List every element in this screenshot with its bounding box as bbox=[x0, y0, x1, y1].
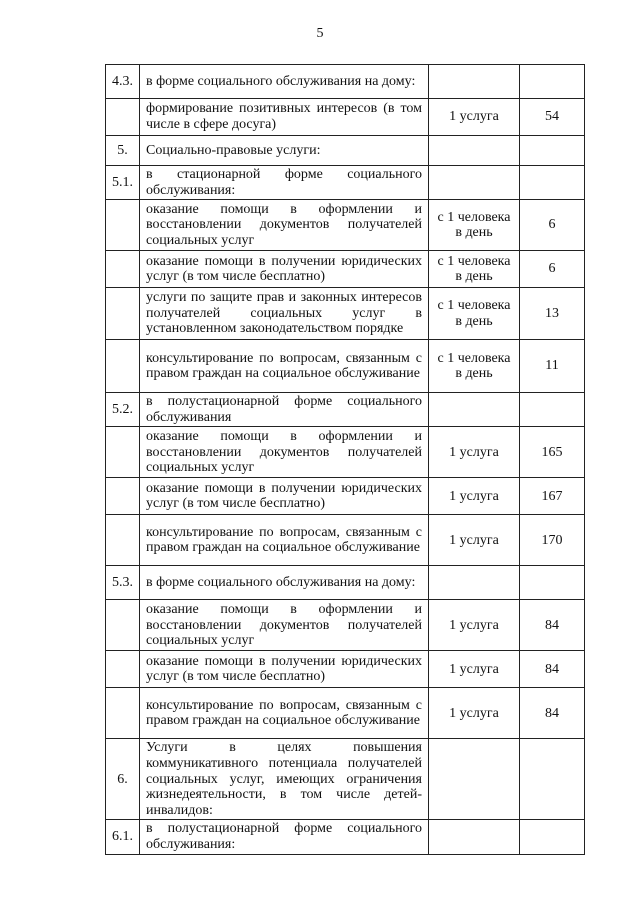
row-number-cell bbox=[106, 515, 140, 566]
row-number-cell bbox=[106, 600, 140, 651]
value-cell bbox=[520, 739, 585, 820]
unit-cell bbox=[429, 136, 520, 166]
row-number-cell: 5.2. bbox=[106, 393, 140, 427]
service-name-cell: Социально-правовые услуги: bbox=[140, 136, 429, 166]
table-row bbox=[106, 651, 585, 688]
service-name-cell: в полустационарной форме социального обслуживания bbox=[140, 393, 429, 427]
value-cell: 167 bbox=[520, 478, 585, 515]
value-cell: 13 bbox=[520, 288, 585, 340]
table-row bbox=[106, 739, 585, 820]
unit-cell: с 1 человека в день bbox=[429, 251, 520, 288]
row-number-cell bbox=[106, 200, 140, 251]
table-row bbox=[106, 200, 585, 251]
row-number-cell bbox=[106, 427, 140, 478]
service-name-cell: в форме социального обслуживания на дому: bbox=[140, 566, 429, 600]
table-row bbox=[106, 600, 585, 651]
service-name-cell: услуги по защите прав и законных интересов получателей социальных услуг в установленном законодательством порядке bbox=[140, 288, 429, 340]
service-name-cell: консультирование по вопросам, связанным с правом граждан на социальное обслуживание bbox=[140, 688, 429, 739]
value-cell: 165 bbox=[520, 427, 585, 478]
row-number-cell bbox=[106, 251, 140, 288]
unit-cell: с 1 человека в день bbox=[429, 340, 520, 393]
service-name-cell: оказание помощи в оформлении и восстановлении документов получателей социальных услуг bbox=[140, 427, 429, 478]
row-number-cell: 4.3. bbox=[106, 65, 140, 99]
row-number-cell bbox=[106, 478, 140, 515]
value-cell bbox=[520, 820, 585, 854]
service-name-cell: оказание помощи в получении юридических услуг (в том числе бесплатно) bbox=[140, 478, 429, 515]
services-table bbox=[105, 64, 585, 855]
services-table-body bbox=[106, 65, 585, 855]
unit-cell: с 1 человека в день bbox=[429, 200, 520, 251]
row-number-cell: 5. bbox=[106, 136, 140, 166]
service-name-cell: оказание помощи в оформлении и восстановлении документов получателей социальных услуг bbox=[140, 600, 429, 651]
service-name-cell: оказание помощи в оформлении и восстановлении документов получателей социальных услуг bbox=[140, 200, 429, 251]
table-row bbox=[106, 427, 585, 478]
service-name-cell: Услуги в целях повышения коммуникативного потенциала получателей социальных услуг, имеющих ограничения жизнедеятельности, в том числе детей-инвалидов: bbox=[140, 739, 429, 820]
value-cell bbox=[520, 393, 585, 427]
service-name-cell: в стационарной форме социального обслуживания: bbox=[140, 166, 429, 200]
table-row bbox=[106, 566, 585, 600]
value-cell: 170 bbox=[520, 515, 585, 566]
row-number-cell: 6.1. bbox=[106, 820, 140, 854]
service-name-cell: консультирование по вопросам, связанным с правом граждан на социальное обслуживание bbox=[140, 340, 429, 393]
unit-cell: 1 услуга bbox=[429, 427, 520, 478]
unit-cell bbox=[429, 393, 520, 427]
unit-cell bbox=[429, 65, 520, 99]
unit-cell bbox=[429, 166, 520, 200]
table-row bbox=[106, 99, 585, 136]
row-number-cell bbox=[106, 99, 140, 136]
row-number-cell: 5.3. bbox=[106, 566, 140, 600]
service-name-cell: оказание помощи в получении юридических услуг (в том числе бесплатно) bbox=[140, 651, 429, 688]
value-cell: 84 bbox=[520, 600, 585, 651]
table-row bbox=[106, 251, 585, 288]
value-cell: 6 bbox=[520, 200, 585, 251]
value-cell bbox=[520, 65, 585, 99]
table-row bbox=[106, 515, 585, 566]
table-row bbox=[106, 65, 585, 99]
value-cell bbox=[520, 566, 585, 600]
value-cell: 84 bbox=[520, 651, 585, 688]
unit-cell: 1 услуга bbox=[429, 651, 520, 688]
unit-cell: 1 услуга bbox=[429, 99, 520, 136]
table-row bbox=[106, 478, 585, 515]
unit-cell: с 1 человека в день bbox=[429, 288, 520, 340]
value-cell bbox=[520, 136, 585, 166]
unit-cell bbox=[429, 739, 520, 820]
row-number-cell: 5.1. bbox=[106, 166, 140, 200]
page-number: 5 bbox=[316, 26, 324, 41]
service-name-cell: консультирование по вопросам, связанным с правом граждан на социальное обслуживание bbox=[140, 515, 429, 566]
unit-cell: 1 услуга bbox=[429, 688, 520, 739]
value-cell: 6 bbox=[520, 251, 585, 288]
unit-cell bbox=[429, 566, 520, 600]
unit-cell: 1 услуга bbox=[429, 600, 520, 651]
value-cell bbox=[520, 166, 585, 200]
table-row bbox=[106, 166, 585, 200]
table-row bbox=[106, 136, 585, 166]
unit-cell: 1 услуга bbox=[429, 515, 520, 566]
value-cell: 84 bbox=[520, 688, 585, 739]
service-name-cell: в форме социального обслуживания на дому: bbox=[140, 65, 429, 99]
row-number-cell bbox=[106, 288, 140, 340]
unit-cell bbox=[429, 820, 520, 854]
value-cell: 11 bbox=[520, 340, 585, 393]
row-number-cell bbox=[106, 340, 140, 393]
value-cell: 54 bbox=[520, 99, 585, 136]
row-number-cell bbox=[106, 688, 140, 739]
service-name-cell: оказание помощи в получении юридических услуг (в том числе бесплатно) bbox=[140, 251, 429, 288]
table-row bbox=[106, 288, 585, 340]
service-name-cell: в полустационарной форме социального обслуживания: bbox=[140, 820, 429, 854]
table-row bbox=[106, 393, 585, 427]
row-number-cell bbox=[106, 651, 140, 688]
table-row bbox=[106, 820, 585, 854]
table-row bbox=[106, 688, 585, 739]
service-name-cell: формирование позитивных интересов (в том числе в сфере досуга) bbox=[140, 99, 429, 136]
row-number-cell: 6. bbox=[106, 739, 140, 820]
table-row bbox=[106, 340, 585, 393]
unit-cell: 1 услуга bbox=[429, 478, 520, 515]
